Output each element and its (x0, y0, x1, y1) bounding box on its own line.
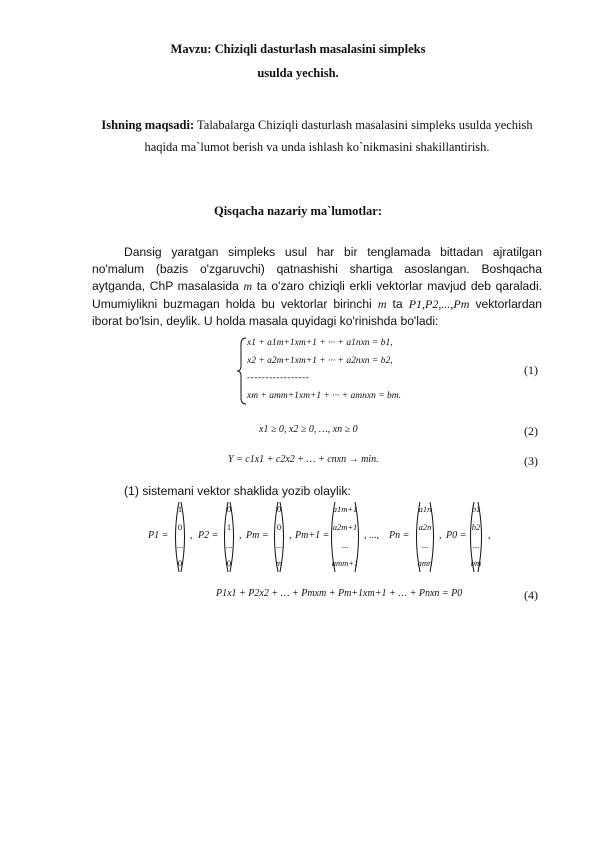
vector-cell: amn (417, 558, 433, 568)
vector-cell: ... (421, 540, 429, 550)
vector-equation: P1x1 + P2x2 + … + Pmxm + Pm+1xm+1 + … + Pnxn = P0 (216, 588, 463, 599)
vector-cell: 0 (226, 558, 232, 568)
right-paren (466, 500, 486, 574)
vector-separator: , (190, 530, 193, 541)
vector-separator: , (439, 530, 442, 541)
vector-cell: 0 (276, 504, 282, 514)
objective-function: Y = c1x1 + c2x2 + … + cnxn → min. (228, 454, 379, 465)
vector-label: P1 = (148, 530, 169, 541)
right-paren (412, 500, 438, 574)
vector-cell: 1 (226, 522, 232, 532)
vector-separator: , (488, 530, 491, 541)
equation-number-1: (1) (524, 363, 538, 377)
page-title-line-2: usulda yechish. (257, 66, 339, 80)
vector-definitions (0, 500, 596, 580)
system-row-1: x1 + a1m+1xm+1 + ··· + a1nxn = b1, (247, 338, 393, 348)
nonnegativity-constraints: x1 ≥ 0, x2 ≥ 0, …, xn ≥ 0 (259, 424, 358, 435)
vector-form-intro: (1) sistemani vektor shaklida yozib olaylik: (124, 484, 351, 498)
vector-cell: 0 (177, 522, 183, 532)
paragraph-part-1: Dansig yaratgan simpleks usul har bir tenglamada bittadan ajratilgan no'malum (bazis o'zgaruvchi) qatnashishi shartiga asoslangan. Boshqacha aytganda, ChP masalasida (92, 245, 542, 294)
vector-separator: , (289, 530, 292, 541)
right-paren (327, 500, 363, 574)
vector-separator: , ..., (364, 530, 379, 541)
vector-cell: 0 (226, 504, 232, 514)
theory-paragraph (92, 244, 542, 330)
vector-label: Pm+1 = (295, 530, 330, 541)
vector-separator: , (239, 530, 242, 541)
vector-cell: ... (225, 540, 233, 550)
vector-cell: 1 (177, 504, 183, 514)
vector-cell: 0 (276, 522, 282, 532)
goal-paragraph (92, 114, 542, 158)
right-paren (171, 500, 189, 574)
system-row-dashes: ----------------- (247, 373, 310, 383)
system-row-2: x2 + a2m+1xm+1 + ··· + a2nxn = b2, (247, 356, 393, 366)
paragraph-part-2: ta o'zaro chiziqli erkli vektorlar mavjud deb qaraladi. Umumiylikni buzmagan holda bu vektorlar birinchi (92, 279, 543, 311)
vector-cell: bm (470, 558, 482, 568)
vector-label: P0 = (446, 530, 467, 541)
m-symbol: m (243, 279, 253, 294)
equation-number-4: (4) (524, 588, 538, 602)
vector-label: P2 = (198, 530, 219, 541)
vector-cell: ... (176, 540, 184, 550)
vector-cell: amm+1 (331, 558, 359, 568)
equation-number-3: (3) (524, 454, 538, 468)
goal-text: Talabalarga Chiziqli dasturlash masalasini simpleks usulda yechish haqida ma`lumot berish va unda ishlash ko`nikmasini shakillantirish. (144, 118, 533, 154)
vector-cell: b1 (471, 504, 481, 514)
vector-label: Pn = (389, 530, 410, 541)
paragraph-part-3: ta (386, 296, 409, 311)
vector-cell: a2m+1 (332, 522, 358, 532)
vector-cell: ... (472, 540, 480, 550)
vector-cell: m (275, 558, 283, 568)
vector-label: Pm = (246, 530, 269, 541)
vector-cell: a1n (418, 504, 432, 514)
page-title-line-1: Mavzu: Chiziqli dasturlash masalasini simpleks (170, 42, 426, 56)
vector-cell: a1m+1 (332, 504, 358, 514)
vector-cell: b2 (471, 522, 481, 532)
equation-number-2: (2) (524, 424, 538, 438)
m-symbol: m (377, 296, 387, 311)
vector-cell: ... (341, 540, 349, 550)
right-paren (220, 500, 238, 574)
section-title: Qisqacha nazariy ma`lumotlar: (213, 204, 383, 218)
system-row-m: xm + amm+1xm+1 + ··· + amnxn = bm. (247, 391, 402, 401)
vector-cell: 0 (177, 558, 183, 568)
paragraph-part-4: vektorlardan iborat bo'lsin, deylik. U holda masala quyidagi ko'rinishda bo'ladi: (92, 296, 542, 328)
vector-list: P1,P2,...,Pm (408, 296, 470, 311)
right-paren (270, 500, 288, 574)
goal-label: Ishning maqsadi: (101, 118, 195, 132)
vector-cell: ... (275, 540, 283, 550)
vector-cell: a2n (418, 522, 432, 532)
